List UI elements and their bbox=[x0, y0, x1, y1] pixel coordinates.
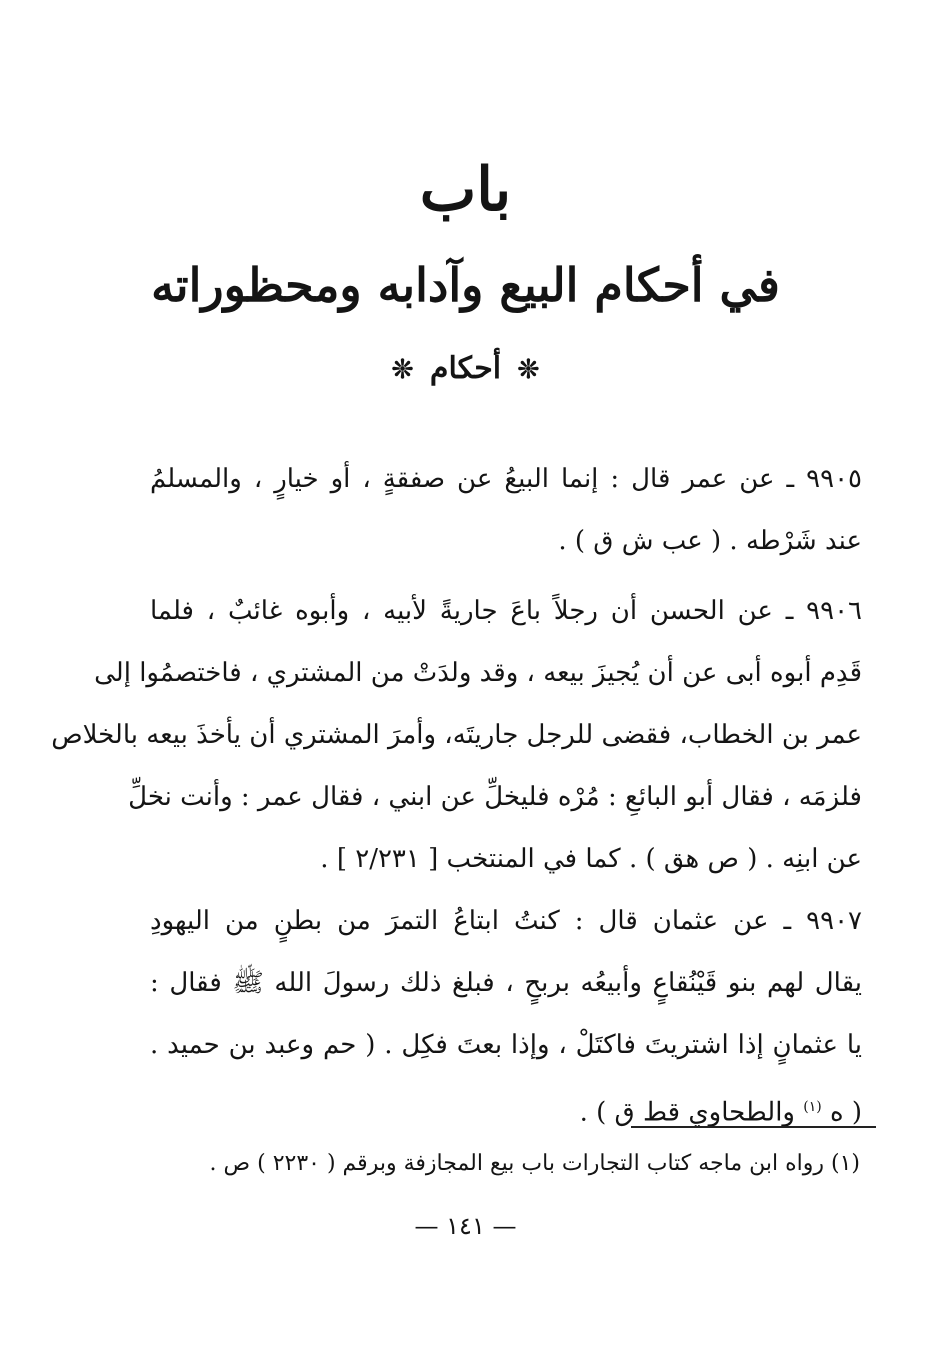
text-line: عمر بن الخطاب، فقضى للرجل جاريتَه، وأمرَ المشتري أن يأخذَ بيعه بالخلاص bbox=[51, 720, 862, 750]
page-number: — ١٤١ — bbox=[414, 1212, 517, 1240]
chapter-title: باب bbox=[419, 155, 512, 225]
text-line: يقال لهم بنو قَيْنُقاعٍ وأبيعُه بربحٍ ، فبلغ ذلك رسولَ الله ﷺ فقال : bbox=[150, 968, 862, 998]
footnote-divider bbox=[631, 1126, 876, 1128]
hadith-9906 bbox=[51, 580, 862, 890]
text-line: ٩٩٠٧ ـ عن عثمان قال : كنتُ ابتاعُ التمرَ من بطنٍ من اليهودِ bbox=[150, 906, 862, 936]
text-line: ٩٩٠٥ ـ عن عمر قال : إنما البيعُ عن صفقةٍ ، أو خيارٍ ، والمسلمُ bbox=[150, 464, 862, 494]
chapter-subtitle: في أحكام البيع وآدابه ومحظوراته bbox=[151, 258, 780, 312]
body-text bbox=[51, 448, 862, 1138]
ornament-star-icon: ❊ bbox=[517, 355, 540, 385]
text-line: فلزمَه ، فقال أبو البائعِ : مُرْه فليخلِّ عن ابني ، فقال عمر : وأنت نخلِّ bbox=[128, 782, 862, 812]
footnote-marker: (١) bbox=[803, 1099, 822, 1115]
section-heading bbox=[0, 346, 931, 393]
text-line bbox=[150, 1076, 862, 1138]
ornament-star-icon: ❊ bbox=[391, 355, 414, 385]
footnote: (١) رواه ابن ماجه كتاب التجارات باب بيع المجازفة وبرقم ( ٢٢٣٠ ) ص . bbox=[209, 1151, 860, 1176]
hadith-9907 bbox=[150, 890, 862, 1138]
citation-suffix: والطحاوي قط ق ) . bbox=[579, 1097, 795, 1128]
text-line: قَدِم أبوه أبى عن أن يُجيزَ بيعه ، وقد ولدَتْ من المشتري ، فاختصمُوا إلى bbox=[94, 658, 862, 688]
text-line: عن ابنِه . ( ص هق ) . كما في المنتخب [ ٢/٢٣١ ] . bbox=[320, 844, 862, 874]
text-line: يا عثمانٍ إذا اشتريتَ فاكتَلْ ، وإذا بعتَ فكِل . ( حم وعبد بن حميد . bbox=[150, 1030, 862, 1060]
section-heading-label: أحكام bbox=[429, 351, 502, 386]
hadith-9905 bbox=[150, 448, 862, 572]
text-line: ٩٩٠٦ ـ عن الحسن أن رجلاً باعَ جاريةً لأبيه ، وأبوه غائبٌ ، فلما bbox=[150, 596, 862, 626]
citation-prefix: ( ه bbox=[829, 1097, 862, 1128]
text-line: عند شَرْطه . ( عب ش ق ) . bbox=[558, 526, 862, 556]
